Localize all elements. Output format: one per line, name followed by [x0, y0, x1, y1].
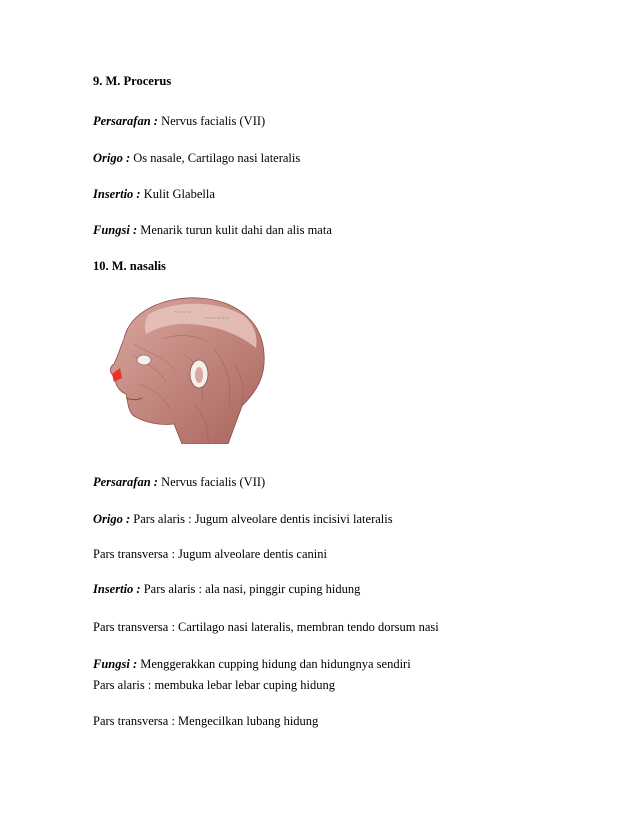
persarafan-value: Nervus facialis (VII) — [157, 114, 266, 128]
nasalis-insertio — [93, 581, 360, 597]
origo-label: Origo : — [93, 512, 131, 526]
insertio-value: Kulit Glabella — [140, 187, 215, 201]
persarafan-value: Nervus facialis (VII) — [157, 475, 266, 489]
nasalis-origo — [93, 511, 393, 527]
fungsi-label: Fungsi : — [93, 657, 138, 671]
origo-label: Origo : — [93, 151, 131, 165]
nasalis-insertio-transversa: Pars transversa : Cartilago nasi lateralis, membran tendo dorsum nasi — [93, 620, 439, 634]
origo-value: Pars alaris : Jugum alveolare dentis incisivi lateralis — [130, 512, 393, 526]
nasalis-origo-transversa: Pars transversa : Jugum alveolare dentis canini — [93, 547, 327, 561]
persarafan-label: Persarafan : — [93, 475, 158, 489]
procerus-fungsi — [93, 222, 332, 238]
fungsi-value: Menggerakkan cupping hidung dan hidungnya sendiri — [137, 657, 411, 671]
nasalis-persarafan — [93, 474, 265, 490]
insertio-label: Insertio : — [93, 187, 141, 201]
procerus-origo — [93, 150, 300, 166]
persarafan-label: Persarafan : — [93, 114, 158, 128]
svg-text:~~~~~~: ~~~~~~ — [204, 316, 230, 322]
insertio-value: Pars alaris : ala nasi, pinggir cuping hidung — [140, 582, 361, 596]
head-muscle-anatomy-illustration — [104, 294, 274, 444]
procerus-persarafan — [93, 113, 265, 129]
head-muscle-anatomy-icon — [104, 294, 274, 444]
section-heading-procerus: 9. M. Procerus — [93, 74, 172, 88]
nasalis-fungsi-alaris: Pars alaris : membuka lebar lebar cuping hidung — [93, 678, 335, 692]
section-heading-nasalis: 10. M. nasalis — [93, 259, 166, 273]
nasalis-fungsi — [93, 656, 411, 672]
nasalis-fungsi-transversa: Pars transversa : Mengecilkan lubang hidung — [93, 714, 319, 728]
fungsi-label: Fungsi : — [93, 223, 138, 237]
origo-value: Os nasale, Cartilago nasi lateralis — [130, 151, 301, 165]
insertio-label: Insertio : — [93, 582, 141, 596]
fungsi-value: Menarik turun kulit dahi dan alis mata — [137, 223, 332, 237]
svg-text:~~~~: ~~~~ — [174, 310, 191, 316]
procerus-insertio — [93, 186, 215, 202]
